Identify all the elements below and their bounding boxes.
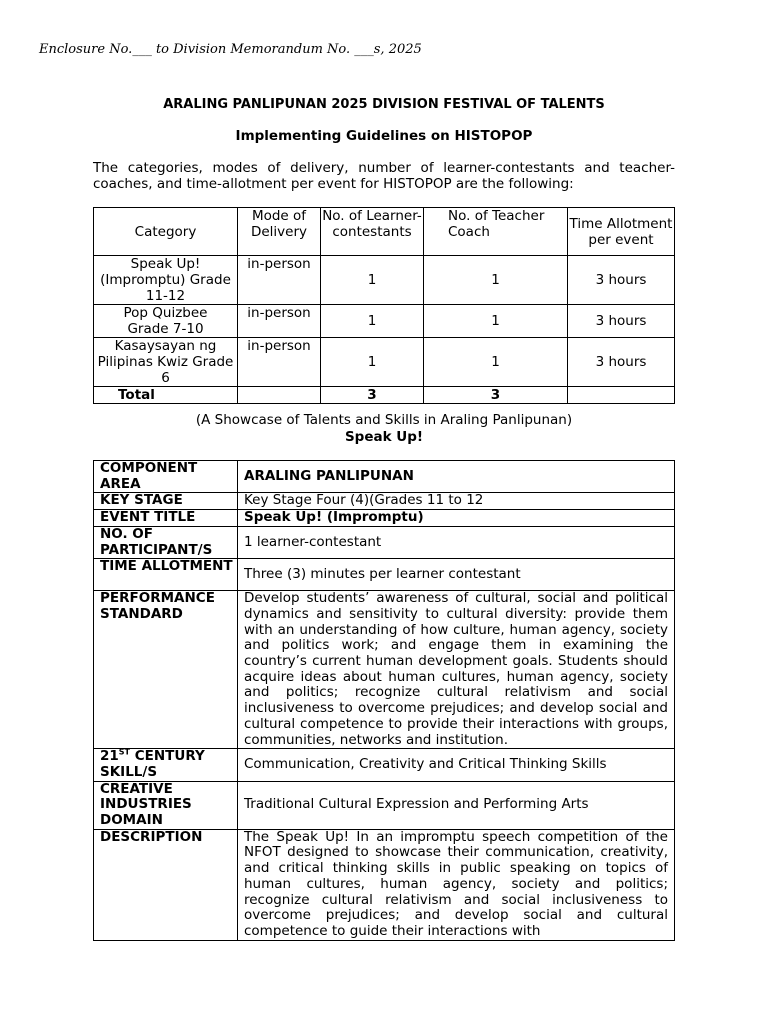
row-category: Kasaysayan ng Pilipinas Kwiz Grade 6	[94, 338, 238, 387]
detail-row	[94, 591, 675, 749]
detail-row	[94, 559, 675, 591]
summary-row	[94, 338, 675, 387]
row-learners: 1	[321, 305, 424, 338]
header-time: Time Allotment per event	[568, 208, 675, 256]
description-label: DESCRIPTION	[94, 829, 238, 940]
detail-row	[94, 493, 675, 510]
header-learners: No. of Learner-contestants	[321, 208, 424, 256]
century-skills-value: Communication, Creativity and Critical Thinking Skills	[238, 749, 675, 781]
row-coaches: 1	[424, 338, 568, 387]
row-time: 3 hours	[568, 305, 675, 338]
detail-row	[94, 461, 675, 493]
century-skills-label	[94, 749, 238, 781]
row-category: Speak Up! (Impromptu) Grade 11-12	[94, 256, 238, 305]
intro-paragraph: The categories, modes of delivery, number of learner-contestants and teacher-coaches, and time-allotment per event for HISTOPOP are the following:	[93, 160, 675, 192]
total-label: Total	[94, 387, 238, 404]
component-area-label: COMPONENT AREA	[94, 461, 238, 493]
component-area-value: ARALING PANLIPUNAN	[238, 461, 675, 493]
creative-domain-value: Traditional Cultural Expression and Performing Arts	[238, 781, 675, 829]
showcase-title: Speak Up!	[344, 429, 424, 445]
row-time: 3 hours	[568, 256, 675, 305]
summary-row	[94, 256, 675, 305]
row-category: Pop Quizbee Grade 7-10	[94, 305, 238, 338]
total-coaches: 3	[424, 387, 568, 404]
time-allotment-label: TIME ALLOTMENT	[94, 559, 238, 591]
time-allotment-value: Three (3) minutes per learner contestant	[238, 559, 675, 591]
total-time	[568, 387, 675, 404]
detail-row	[94, 781, 675, 829]
document-title: ARALING PANLIPUNAN 2025 DIVISION FESTIVAL OF TALENTS	[163, 97, 605, 112]
row-learners: 1	[321, 256, 424, 305]
summary-table	[93, 207, 675, 404]
performance-standard-label: PERFORMANCE STANDARD	[94, 591, 238, 749]
performance-standard-value: Develop students’ awareness of cultural, social and political dynamics and sensitivity to cultural diversity: provide them with an understanding of how culture, human agency, society and politics work; and engage them in examining the country’s current human development goals. Students should acquire ideas about human cultures, human agency, society and politics; recognize cultural relativism and social inclusiveness to overcome prejudices; and develop social and cultural competence to provide their interactions with groups, communities, networks and institution.	[238, 591, 675, 749]
century-skills-label-num: 21	[100, 748, 119, 765]
century-skills-label-text: CENTURY SKILL/S	[100, 748, 205, 780]
detail-row	[94, 749, 675, 781]
event-detail-table	[93, 460, 675, 941]
row-time: 3 hours	[568, 338, 675, 387]
row-coaches: 1	[424, 305, 568, 338]
summary-row	[94, 305, 675, 338]
total-learners: 3	[321, 387, 424, 404]
creative-domain-label: CREATIVE INDUSTRIES DOMAIN	[94, 781, 238, 829]
event-title-label: EVENT TITLE	[94, 510, 238, 527]
summary-header-row	[94, 208, 675, 256]
row-mode: in-person	[238, 305, 321, 338]
key-stage-label: KEY STAGE	[94, 493, 238, 510]
row-coaches: 1	[424, 256, 568, 305]
detail-row	[94, 829, 675, 940]
key-stage-value: Key Stage Four (4)(Grades 11 to 12	[238, 493, 675, 510]
detail-row	[94, 526, 675, 558]
description-value: The Speak Up! In an impromptu speech competition of the NFOT designed to showcase their communication, creativity, and critical thinking skills in public speaking on topics of human cultures, human agency, society and politics; recognize cultural relativism and social inclusiveness to overcome prejudices; and develop social and cultural competence to guide their interactions with	[238, 829, 675, 940]
event-title-value: Speak Up! (Impromptu)	[238, 510, 675, 527]
row-learners: 1	[321, 338, 424, 387]
participants-value: 1 learner-contestant	[238, 526, 675, 558]
century-skills-label-sup: ST	[118, 747, 131, 757]
header-category: Category	[94, 208, 238, 256]
enclosure-line: Enclosure No.___ to Division Memorandum No. ___s, 2025	[39, 42, 422, 57]
row-mode: in-person	[238, 256, 321, 305]
header-mode: Mode of Delivery	[238, 208, 321, 256]
showcase-caption: (A Showcase of Talents and Skills in Araling Panlipunan)	[195, 412, 573, 428]
summary-total-row	[94, 387, 675, 404]
document-subtitle: Implementing Guidelines on HISTOPOP	[235, 128, 533, 144]
total-mode	[238, 387, 321, 404]
detail-row	[94, 510, 675, 527]
row-mode: in-person	[238, 338, 321, 387]
participants-label: NO. OF PARTICIPANT/S	[94, 526, 238, 558]
header-coaches: No. of Teacher Coach	[424, 208, 568, 256]
